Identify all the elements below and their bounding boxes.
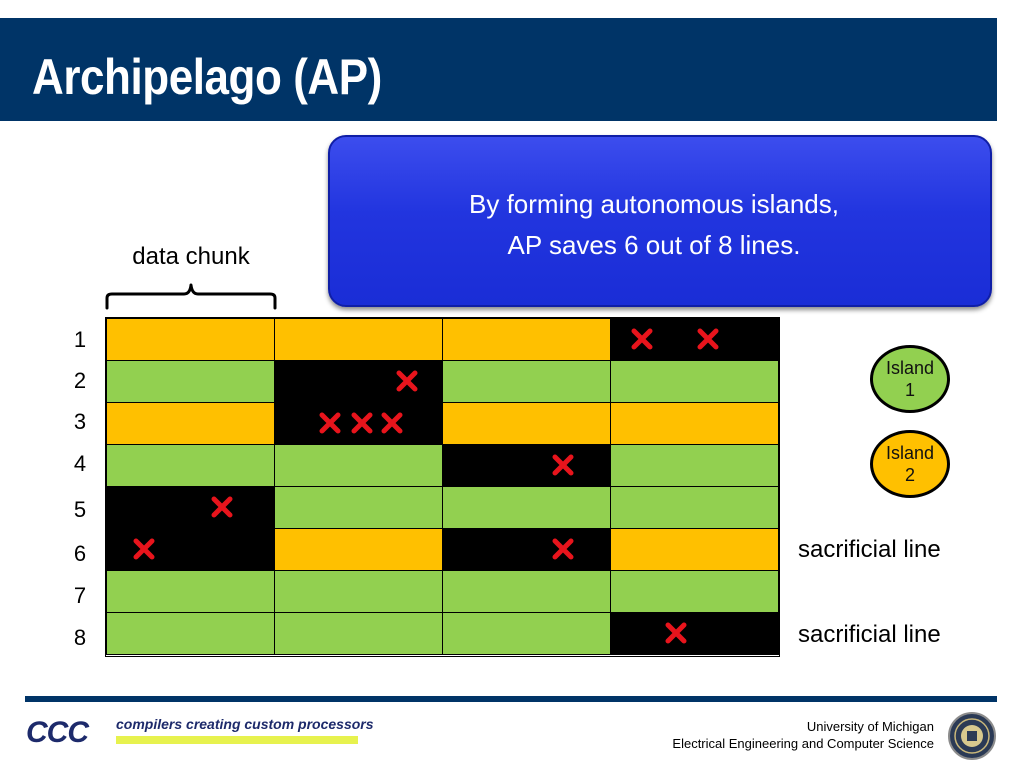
grid-cell-7-2 [274,570,443,613]
fault-x-icon [664,621,688,645]
fault-x-icon [350,411,374,435]
department-name: Electrical Engineering and Computer Science [672,736,934,751]
fault-x-icon [318,411,342,435]
island-2-number: 2 [904,465,915,485]
grid-cell-2-3 [442,360,611,403]
grid-cell-8-4 [610,612,779,655]
row-number-5: 5 [73,497,87,522]
row-number-4: 4 [73,451,87,476]
row-number-1: 1 [73,327,87,352]
island-2-badge [870,430,950,498]
grid-cell-5-3 [442,486,611,529]
grid-cell-5-2 [274,486,443,529]
island-1-number: 1 [904,380,915,400]
callout-text-line-1: By forming autonomous islands, [469,189,839,219]
grid-cell-5-4 [610,486,779,529]
fault-x-icon [551,453,575,477]
grid-cell-1-3 [442,318,611,361]
university-name: University of Michigan [806,719,934,734]
row-number-7: 7 [73,583,87,608]
island-1-label: Island [885,358,935,378]
grid-cell-1-2 [274,318,443,361]
row-number-8: 8 [73,625,87,650]
data-chunk-label: data chunk [132,243,250,270]
fault-x-icon [630,327,654,351]
row-number-3: 3 [73,409,87,434]
callout-text-line-2: AP saves 6 out of 8 lines. [507,230,801,260]
fault-x-icon [210,495,234,519]
slide-title: Archipelago (AP) [32,49,382,105]
island-2-label: Island [885,443,935,463]
fault-x-icon [380,411,404,435]
row-number-6: 6 [73,541,87,566]
fault-x-icon [395,369,419,393]
ccc-logo: CCC [26,716,88,749]
grid-cell-7-1 [106,570,275,613]
fault-x-icon [551,537,575,561]
grid-cell-7-4 [610,570,779,613]
grid-cell-4-4 [610,444,779,487]
grid-cell-8-2 [274,612,443,655]
grid-cell-8-3 [442,612,611,655]
curly-brace-icon [104,282,278,312]
row-number-2: 2 [73,368,87,393]
grid-cell-4-3 [442,444,611,487]
sacrificial-line-label-row6: sacrificial line [798,536,941,563]
fault-x-icon [132,537,156,561]
grid-cell-2-1 [106,360,275,403]
title-bar [0,18,997,121]
grid-cell-4-1 [106,444,275,487]
grid-cell-7-3 [442,570,611,613]
island-1-badge [870,345,950,413]
grid-cell-3-1 [106,402,275,445]
university-seal-icon [948,712,996,760]
grid-cell-1-1 [106,318,275,361]
footer-divider [25,696,997,702]
university-block [672,718,934,752]
logo-underline-bar [116,736,358,744]
grid-cell-8-1 [106,612,275,655]
grid-cell-5-1 [106,486,275,529]
sacrificial-line-label-row8: sacrificial line [798,621,941,648]
fault-x-icon [696,327,720,351]
grid-cell-4-2 [274,444,443,487]
callout-box [328,135,992,307]
cache-grid [105,317,780,657]
logo-tagline: compilers creating custom processors [116,716,374,732]
grid-cell-3-4 [610,402,779,445]
grid-cell-6-3 [442,528,611,571]
grid-cell-6-4 [610,528,779,571]
grid-cell-6-2 [274,528,443,571]
grid-cell-2-4 [610,360,779,403]
grid-cell-3-3 [442,402,611,445]
